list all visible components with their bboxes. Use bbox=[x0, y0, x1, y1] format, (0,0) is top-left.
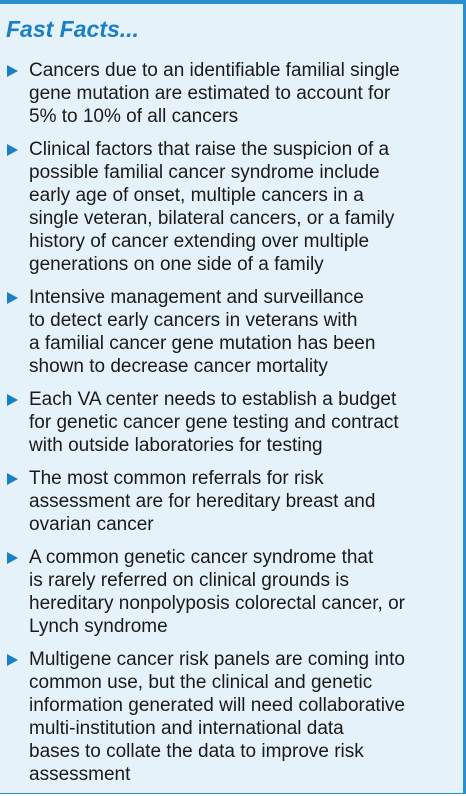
fact-line: Cancers due to an identifiable familial single bbox=[29, 60, 400, 81]
fact-item bbox=[0, 286, 458, 378]
fact-line: bases to collate the data to improve risk bbox=[29, 741, 364, 762]
fact-line: shown to decrease cancer mortality bbox=[29, 356, 328, 377]
right-triangle-icon bbox=[7, 473, 18, 485]
fact-item bbox=[0, 648, 458, 786]
right-triangle-icon bbox=[7, 292, 18, 304]
right-triangle-icon bbox=[7, 552, 18, 564]
fact-text bbox=[29, 59, 458, 128]
fact-text bbox=[29, 648, 458, 786]
fact-item bbox=[0, 138, 458, 276]
fact-line: single veteran, bilateral cancers, or a family bbox=[29, 208, 395, 229]
fact-line: Intensive management and surveillance bbox=[29, 287, 364, 308]
fact-line: information generated will need collaborative bbox=[29, 695, 406, 716]
fact-list bbox=[0, 59, 458, 796]
fact-line: for genetic cancer gene testing and contract bbox=[29, 412, 399, 433]
fact-line: possible familial cancer syndrome include bbox=[29, 162, 380, 183]
fact-line: assessment bbox=[29, 764, 131, 785]
fact-line: A common genetic cancer syndrome that bbox=[29, 547, 374, 568]
fact-line: to detect early cancers in veterans with bbox=[29, 310, 358, 331]
fact-line: Lynch syndrome bbox=[29, 616, 168, 637]
fact-line: a familial cancer gene mutation has been bbox=[29, 333, 376, 354]
fact-line: generations on one side of a family bbox=[29, 254, 324, 275]
fact-line: The most common referrals for risk bbox=[29, 468, 324, 489]
fact-text bbox=[29, 138, 458, 276]
fact-line: hereditary nonpolyposis colorectal cancer, or bbox=[29, 593, 405, 614]
fact-text bbox=[29, 388, 458, 457]
fact-line: ovarian cancer bbox=[29, 514, 154, 535]
right-triangle-icon bbox=[7, 394, 18, 406]
right-triangle-icon bbox=[7, 654, 18, 666]
fact-line: Each VA center needs to establish a budget bbox=[29, 389, 397, 410]
fact-item bbox=[0, 546, 458, 638]
fact-line: Clinical factors that raise the suspicion of a bbox=[29, 139, 390, 160]
fact-text bbox=[29, 286, 458, 378]
fact-line: 5% to 10% of all cancers bbox=[29, 106, 239, 127]
fact-line: is rarely referred on clinical grounds is bbox=[29, 570, 349, 591]
fact-line: early age of onset, multiple cancers in a bbox=[29, 185, 364, 206]
fact-line: history of cancer extending over multiple bbox=[29, 231, 370, 252]
fact-text bbox=[29, 546, 458, 638]
fact-item bbox=[0, 388, 458, 457]
fact-item bbox=[0, 59, 458, 128]
fact-line: with outside laboratories for testing bbox=[29, 435, 323, 456]
fact-item bbox=[0, 467, 458, 536]
fact-line: gene mutation are estimated to account for bbox=[29, 83, 391, 104]
panel-title: Fast Facts... bbox=[6, 16, 139, 42]
right-triangle-icon bbox=[7, 144, 18, 156]
fact-line: Multigene cancer risk panels are coming into bbox=[29, 649, 405, 670]
fact-text bbox=[29, 467, 458, 536]
fact-line: common use, but the clinical and genetic bbox=[29, 672, 373, 693]
right-triangle-icon bbox=[7, 65, 18, 77]
fact-line: multi-institution and international data bbox=[29, 718, 344, 739]
fact-line: assessment are for hereditary breast and bbox=[29, 491, 376, 512]
